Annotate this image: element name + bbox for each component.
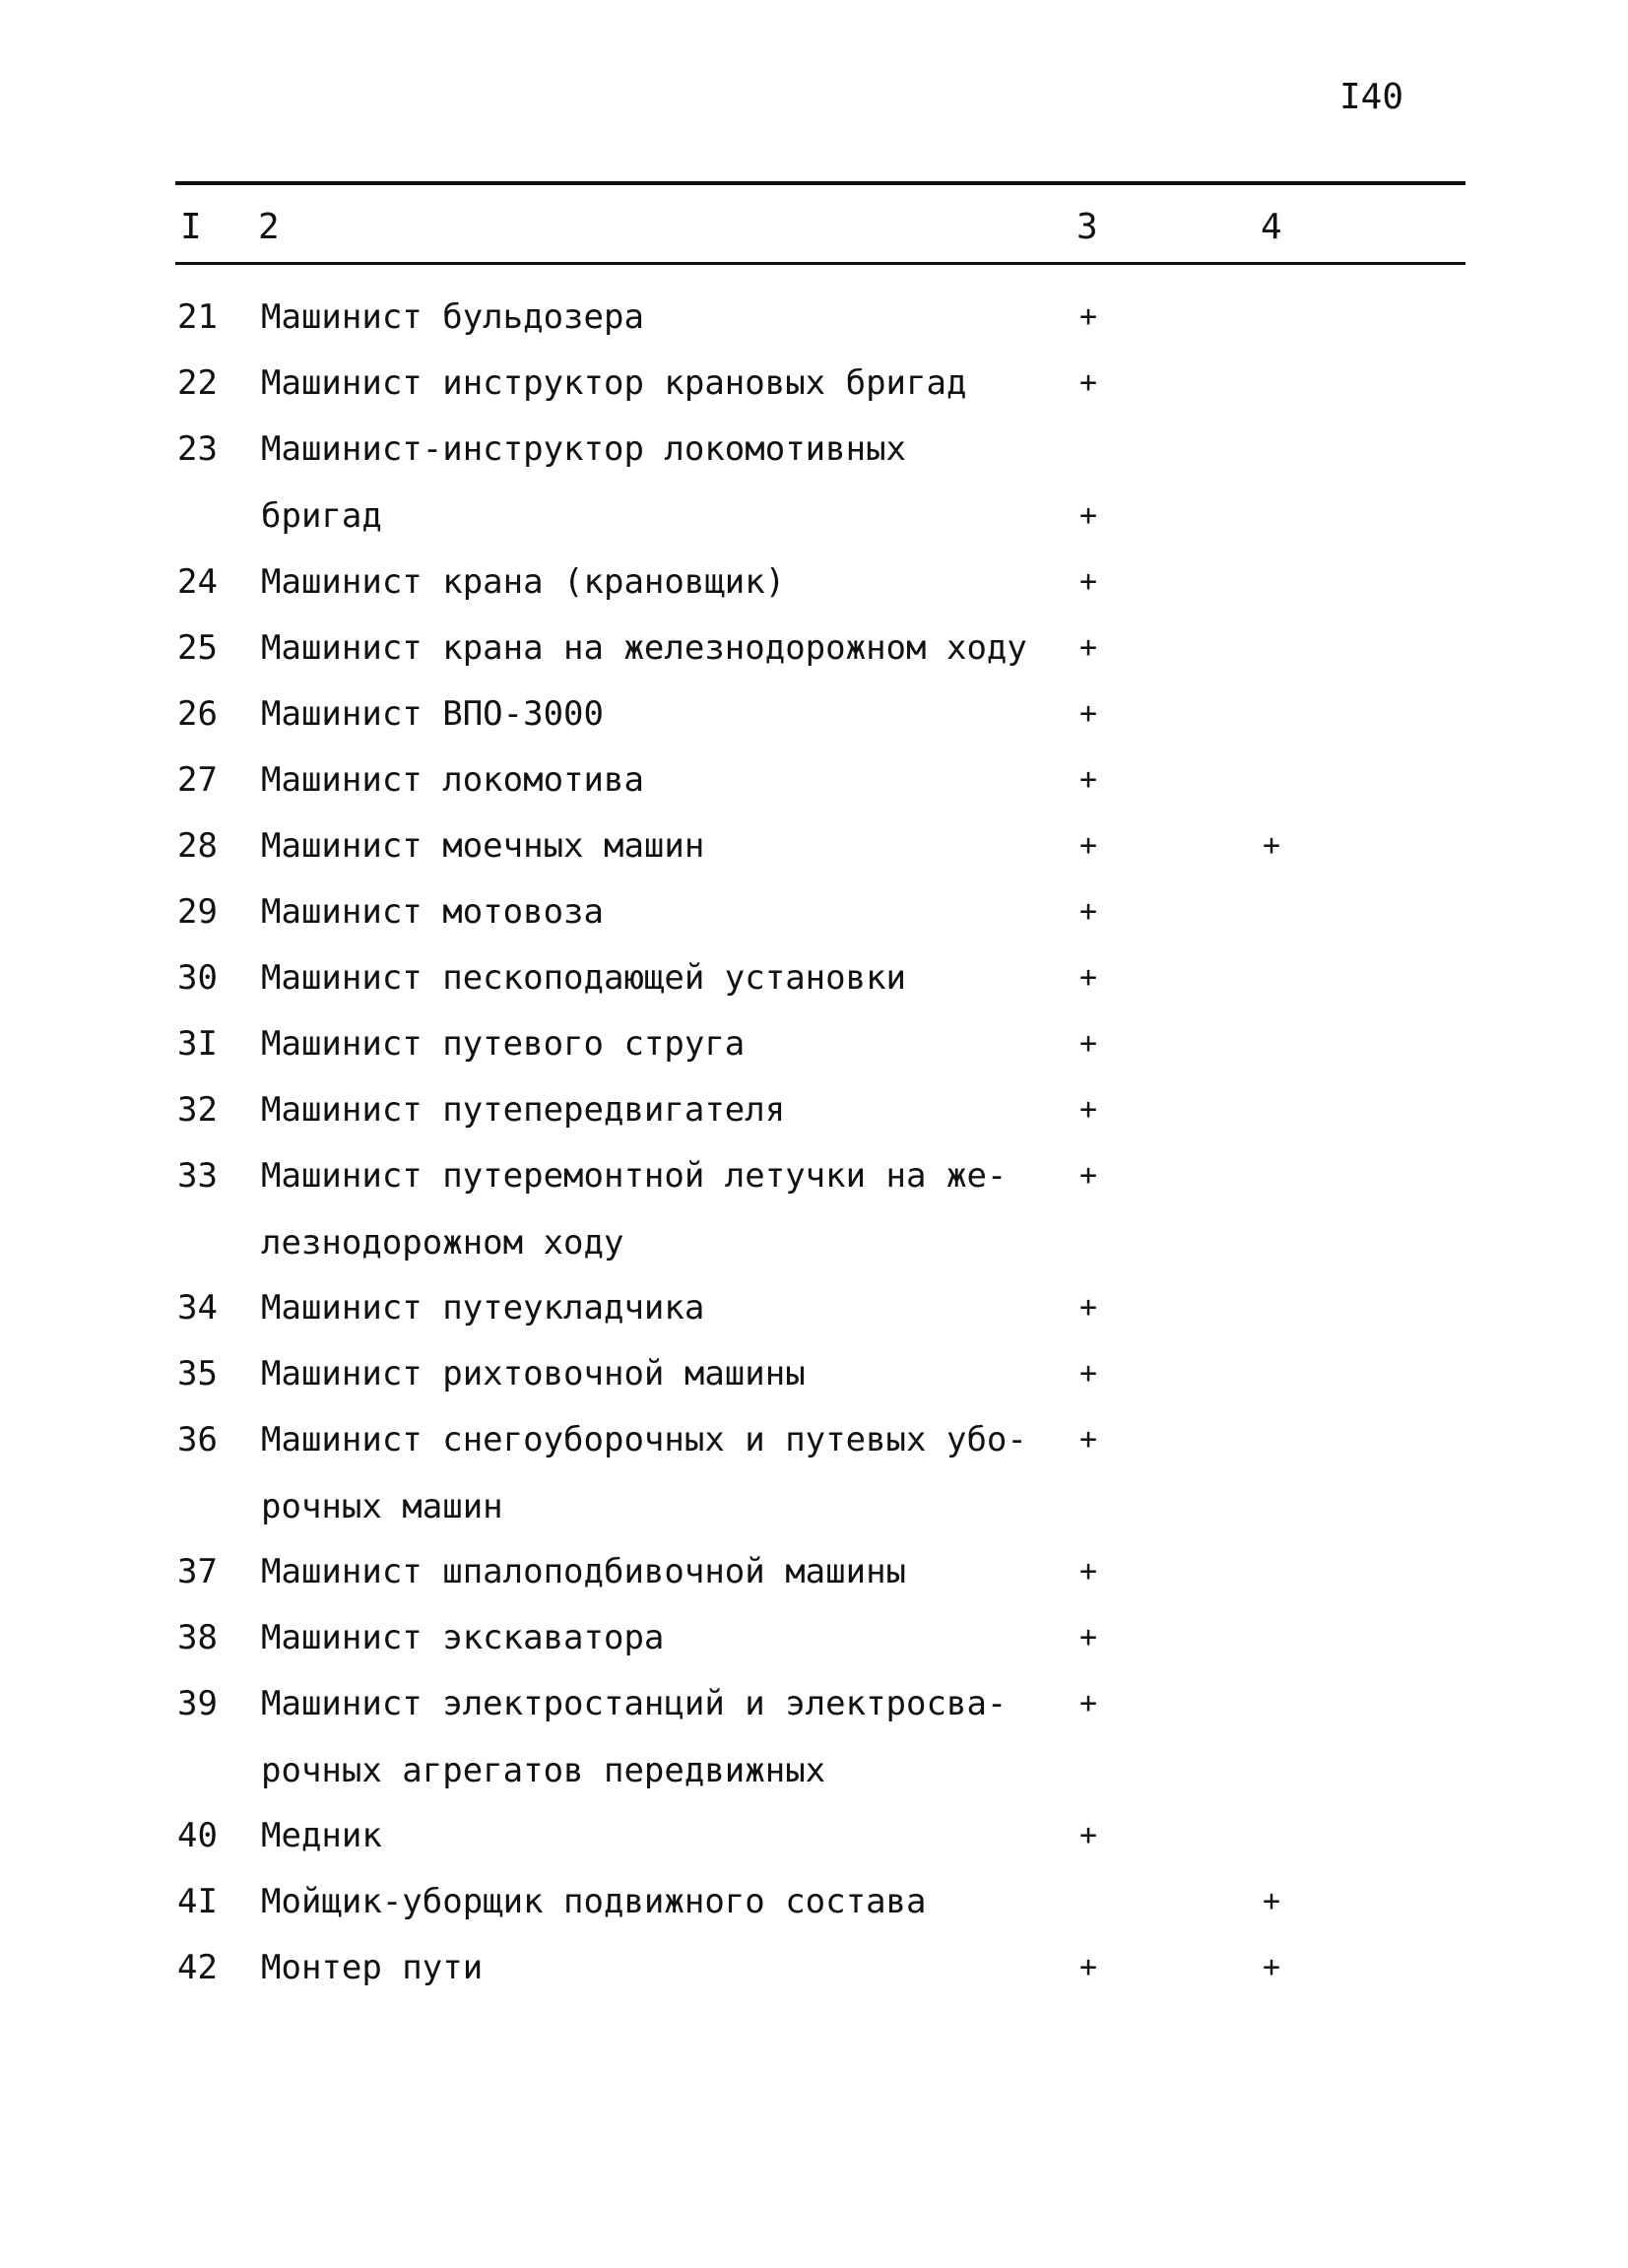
col3-mark: + (1079, 828, 1098, 863)
profession-name (261, 1288, 1049, 1328)
row-number: 40 (177, 1816, 218, 1855)
row-number: 23 (177, 429, 218, 469)
profession-line-1: Машинист рихтовочной машины (261, 1354, 806, 1393)
row-number: 28 (177, 826, 218, 866)
profession-name (261, 1024, 1049, 1064)
col3-mark: + (1079, 1554, 1098, 1588)
row-number: 21 (177, 297, 218, 337)
row-number: 33 (177, 1156, 218, 1196)
row-number: 29 (177, 892, 218, 932)
profession-line-1: Машинист крана (крановщик) (261, 562, 786, 602)
page-number: I40 (1339, 77, 1404, 117)
col3-mark: + (1079, 564, 1098, 599)
row-number: 26 (177, 694, 218, 734)
col4-mark: + (1263, 828, 1281, 863)
row-number: 3I (177, 1024, 218, 1064)
col3-mark: + (1079, 1950, 1098, 1984)
profession-name (261, 297, 1049, 337)
profession-name (261, 1420, 1049, 1526)
profession-name (261, 1618, 1049, 1657)
col3-mark: + (1079, 894, 1098, 929)
col3-mark: + (1079, 1422, 1098, 1457)
profession-line-1: Машинист крана на железнодорожном ходу (261, 628, 1027, 668)
profession-line-1: Машинист путеремонтной летучки на же- (261, 1156, 1008, 1196)
profession-line-1: Монтер пути (261, 1948, 484, 1987)
profession-line-1: Машинист ВПО-3000 (261, 694, 604, 734)
col3-mark: + (1079, 696, 1098, 731)
profession-line-1: Машинист снегоуборочных и путевых убо- (261, 1420, 1027, 1459)
profession-name (261, 1948, 1049, 1987)
profession-line-1: Машинист путепередвигателя (261, 1090, 786, 1130)
row-number: 30 (177, 958, 218, 998)
profession-line-1: Медник (261, 1816, 382, 1855)
col3-mark: + (1079, 1620, 1098, 1654)
profession-line-1: Машинист путеукладчика (261, 1288, 705, 1328)
col3-mark: + (1079, 1290, 1098, 1325)
profession-line-2: рочных агрегатов передвижных (261, 1751, 826, 1790)
col3-mark: + (1079, 365, 1098, 400)
profession-name (261, 1552, 1049, 1591)
header-col-1: I (180, 207, 202, 247)
row-number: 35 (177, 1354, 218, 1393)
profession-name (261, 1354, 1049, 1393)
col3-mark: + (1079, 1356, 1098, 1391)
row-number: 4I (177, 1882, 218, 1921)
header-col-4: 4 (1261, 207, 1282, 247)
row-number: 37 (177, 1552, 218, 1591)
profession-line-2: лезнодорожном ходу (261, 1223, 624, 1263)
profession-line-1: Машинист моечных машин (261, 826, 705, 866)
profession-line-1: Машинист бульдозера (261, 297, 644, 337)
profession-line-1: Машинист-инструктор локомотивных (261, 429, 907, 469)
profession-name (261, 429, 1049, 536)
row-number: 27 (177, 760, 218, 800)
profession-line-2: бригад (261, 496, 382, 536)
row-number: 24 (177, 562, 218, 602)
profession-line-1: Машинист путевого струга (261, 1024, 746, 1064)
header-col-2: 2 (258, 207, 280, 247)
profession-name (261, 628, 1049, 668)
col3-mark: + (1079, 1158, 1098, 1193)
col3-mark: + (1079, 1818, 1098, 1852)
profession-line-1: Машинист пескоподающей установки (261, 958, 907, 998)
col3-mark: + (1079, 1026, 1098, 1061)
profession-name (261, 694, 1049, 734)
row-number: 38 (177, 1618, 218, 1657)
row-number: 42 (177, 1948, 218, 1987)
profession-line-1: Машинист электростанций и электросва- (261, 1684, 1008, 1723)
col4-mark: + (1263, 1884, 1281, 1918)
profession-name (261, 826, 1049, 866)
profession-name (261, 892, 1049, 932)
row-number: 22 (177, 363, 218, 403)
col3-mark: + (1079, 960, 1098, 995)
col3-mark: + (1079, 1092, 1098, 1127)
profession-line-1: Мойщик-уборщик подвижного состава (261, 1882, 927, 1921)
profession-name (261, 1882, 1049, 1921)
profession-name (261, 1090, 1049, 1130)
row-number: 36 (177, 1420, 218, 1459)
header-col-3: 3 (1076, 207, 1098, 247)
profession-line-1: Машинист инструктор крановых бригад (261, 363, 967, 403)
row-number: 34 (177, 1288, 218, 1328)
profession-line-1: Машинист мотовоза (261, 892, 604, 932)
row-number: 32 (177, 1090, 218, 1130)
profession-name (261, 760, 1049, 800)
col3-mark: + (1079, 498, 1098, 533)
profession-line-1: Машинист шпалоподбивочной машины (261, 1552, 907, 1591)
col3-mark: + (1079, 299, 1098, 334)
profession-name (261, 1816, 1049, 1855)
col3-mark: + (1079, 1686, 1098, 1720)
col3-mark: + (1079, 762, 1098, 797)
profession-name (261, 1684, 1049, 1790)
row-number: 39 (177, 1684, 218, 1723)
profession-line-2: рочных машин (261, 1487, 503, 1526)
col4-mark: + (1263, 1950, 1281, 1984)
profession-name (261, 958, 1049, 998)
row-number: 25 (177, 628, 218, 668)
profession-line-1: Машинист экскаватора (261, 1618, 665, 1657)
profession-name (261, 363, 1049, 403)
profession-name (261, 562, 1049, 602)
col3-mark: + (1079, 630, 1098, 665)
profession-line-1: Машинист локомотива (261, 760, 644, 800)
profession-name (261, 1156, 1049, 1263)
